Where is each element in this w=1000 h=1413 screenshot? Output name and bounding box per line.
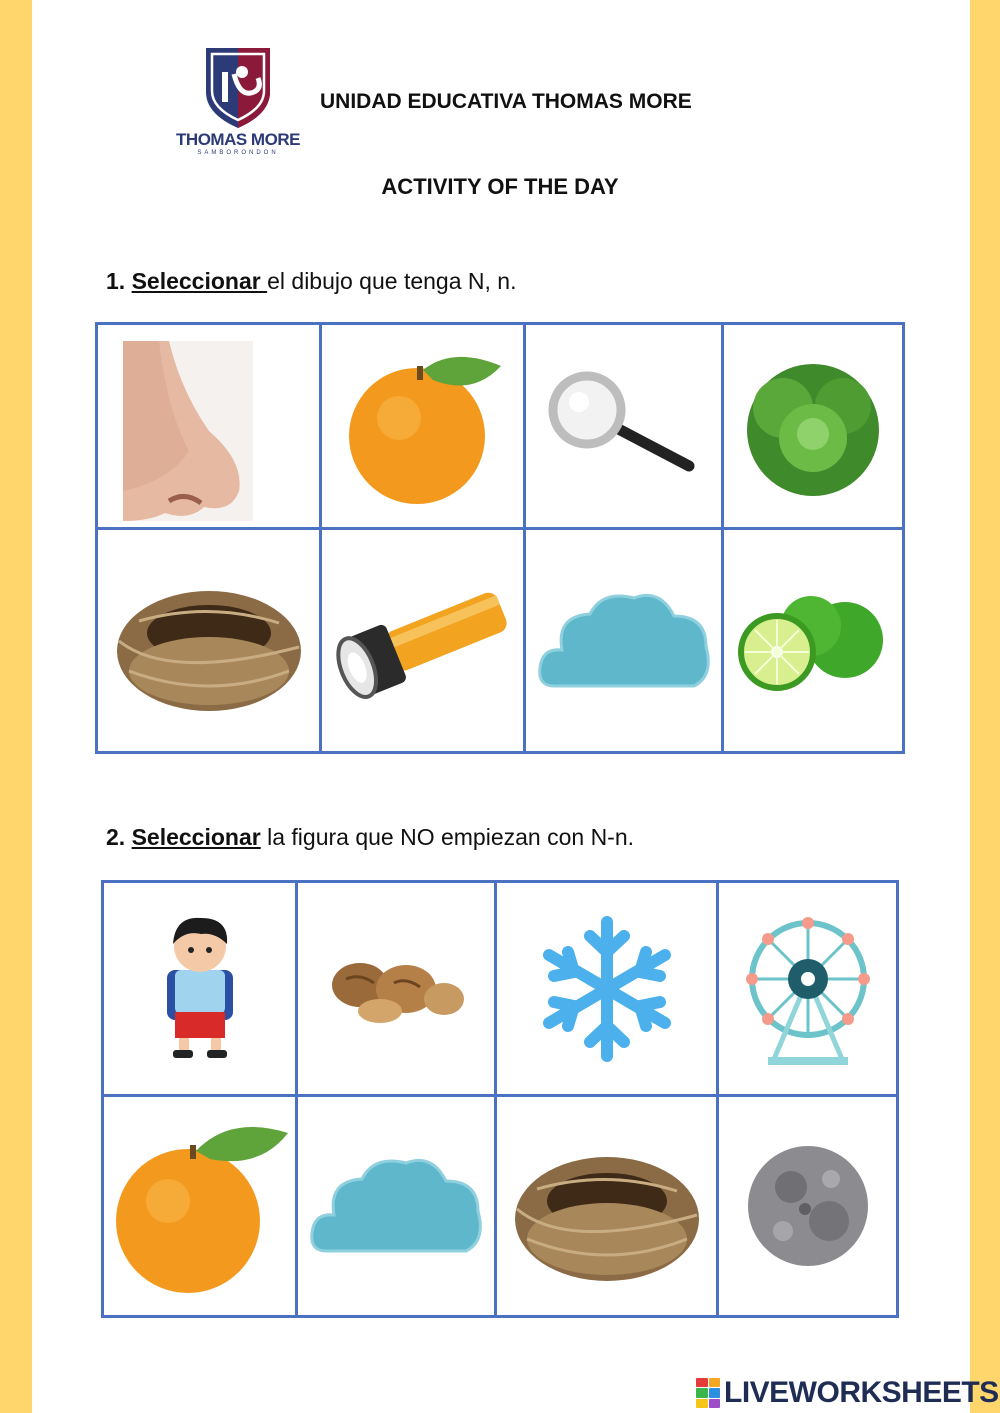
question-1-keyword: Seleccionar (131, 268, 268, 294)
question-1 (106, 268, 516, 295)
cell-orange[interactable] (104, 1097, 295, 1315)
flashlight-icon (328, 576, 518, 706)
cell-flashlight[interactable] (322, 530, 523, 751)
cell-ferris-wheel[interactable] (719, 883, 896, 1094)
cell-lettuce[interactable] (724, 325, 902, 527)
cell-orange[interactable] (322, 325, 523, 527)
orange-icon (333, 336, 513, 516)
liveworksheets-logo (696, 1376, 999, 1410)
nest-icon (109, 551, 309, 731)
moon-icon (743, 1141, 873, 1271)
left-yellow-stripe (0, 0, 32, 1413)
cell-moon[interactable] (719, 1097, 896, 1315)
question-2-keyword: Seleccionar (131, 824, 261, 850)
cell-walnuts[interactable] (298, 883, 494, 1094)
cell-snowflake[interactable] (497, 883, 716, 1094)
cell-magnifying-glass[interactable] (526, 325, 721, 527)
right-yellow-stripe (970, 0, 1000, 1413)
cell-cloud[interactable] (526, 530, 721, 751)
lettuce-icon (733, 346, 893, 506)
logo-subtitle: SAMBORONDON (197, 150, 279, 156)
question-1-number: 1. (106, 268, 126, 294)
activity-title: ACTIVITY OF THE DAY (381, 174, 619, 199)
cell-nest[interactable] (98, 530, 319, 751)
question-1-text: el dibujo que tenga N, n. (267, 268, 517, 294)
question-2-text: la figura que NO empiezan con N-n. (260, 824, 635, 850)
cloud-icon (534, 576, 714, 706)
question-2 (106, 824, 634, 851)
snowflake-icon (532, 914, 682, 1064)
lime-icon (733, 586, 893, 696)
question-2-number: 2. (106, 824, 126, 850)
picture-grid-1 (95, 322, 905, 754)
cell-nose[interactable] (98, 325, 319, 527)
ferris-wheel-icon (738, 909, 878, 1069)
liveworksheets-brand-text: LIVEWORKSHEETS (724, 1376, 999, 1409)
school-logo (168, 44, 308, 164)
picture-grid-2 (101, 880, 899, 1318)
shield-icon (168, 44, 308, 130)
nest-icon (507, 1111, 707, 1301)
boy-icon (145, 914, 255, 1064)
walnuts-icon (326, 949, 466, 1029)
cloud-icon (306, 1141, 486, 1271)
orange-icon (110, 1111, 290, 1301)
nose-icon (109, 331, 309, 521)
magnifying-glass-icon (539, 366, 709, 486)
cell-cloud[interactable] (298, 1097, 494, 1315)
cell-boy[interactable] (104, 883, 295, 1094)
logo-name: THOMAS MORE (176, 130, 300, 149)
liveworksheets-badge-icon (696, 1378, 720, 1408)
cell-lime[interactable] (724, 530, 902, 751)
cell-nest[interactable] (497, 1097, 716, 1315)
school-name: UNIDAD EDUCATIVA THOMAS MORE (320, 90, 692, 113)
